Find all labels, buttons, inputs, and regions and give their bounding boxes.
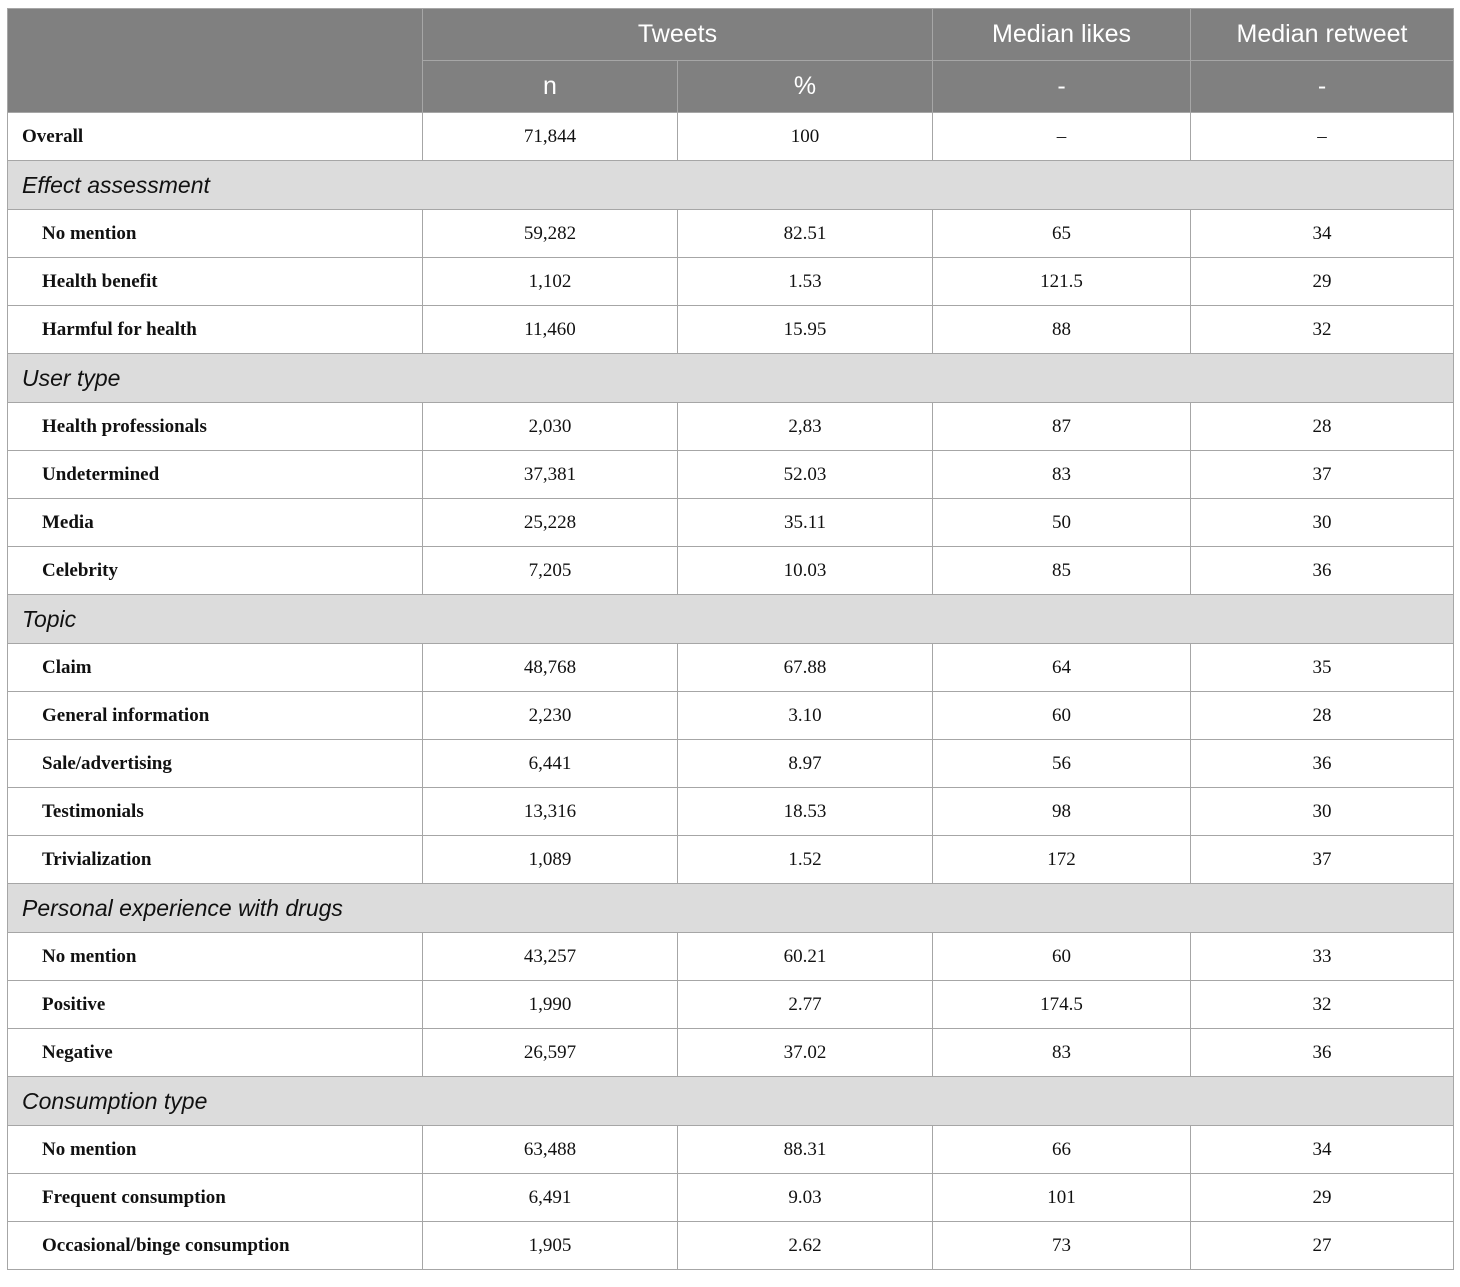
cell-median-retweet: 34 [1191, 1126, 1454, 1174]
table-row [8, 210, 1454, 258]
section-header-row [8, 884, 1454, 933]
cell-median-likes: 87 [933, 403, 1191, 451]
cell-median-likes: 98 [933, 788, 1191, 836]
cell-n: 1,905 [423, 1222, 678, 1270]
row-label: Media [8, 499, 423, 547]
cell-n: 2,030 [423, 403, 678, 451]
section-title: Topic [8, 595, 1454, 644]
table-row [8, 740, 1454, 788]
row-label: No mention [8, 210, 423, 258]
header-likes-sub: - [933, 61, 1191, 113]
cell-median-likes: 65 [933, 210, 1191, 258]
table-row [8, 644, 1454, 692]
cell-median-retweet: 36 [1191, 740, 1454, 788]
row-label: Harmful for health [8, 306, 423, 354]
section-header-row [8, 354, 1454, 403]
cell-pct: 52.03 [678, 451, 933, 499]
cell-pct: 82.51 [678, 210, 933, 258]
cell-median-likes: 60 [933, 692, 1191, 740]
cell-n: 6,491 [423, 1174, 678, 1222]
section-header-row [8, 1077, 1454, 1126]
row-label: Occasional/binge consumption [8, 1222, 423, 1270]
cell-n: 26,597 [423, 1029, 678, 1077]
cell-median-retweet: 37 [1191, 451, 1454, 499]
row-label: Claim [8, 644, 423, 692]
section-header-row [8, 161, 1454, 210]
cell-median-retweet: 30 [1191, 788, 1454, 836]
cell-median-retweet: 29 [1191, 258, 1454, 306]
section-title: User type [8, 354, 1454, 403]
cell-pct: 88.31 [678, 1126, 933, 1174]
cell-median-retweet: 32 [1191, 981, 1454, 1029]
table-header [8, 9, 1454, 113]
cell-pct: 2.62 [678, 1222, 933, 1270]
overall-retweets: – [1191, 113, 1454, 161]
cell-median-retweet: 32 [1191, 306, 1454, 354]
table-row [8, 1029, 1454, 1077]
cell-n: 48,768 [423, 644, 678, 692]
cell-pct: 3.10 [678, 692, 933, 740]
row-label: Sale/advertising [8, 740, 423, 788]
cell-n: 63,488 [423, 1126, 678, 1174]
header-percent: % [678, 61, 933, 113]
table-row [8, 933, 1454, 981]
row-label: Testimonials [8, 788, 423, 836]
cell-pct: 60.21 [678, 933, 933, 981]
overall-label: Overall [8, 113, 423, 161]
header-blank [8, 9, 423, 113]
cell-pct: 2,83 [678, 403, 933, 451]
cell-median-likes: 83 [933, 451, 1191, 499]
tweets-table-container [7, 8, 1453, 1270]
cell-median-retweet: 30 [1191, 499, 1454, 547]
cell-median-likes: 66 [933, 1126, 1191, 1174]
cell-median-retweet: 37 [1191, 836, 1454, 884]
table-row [8, 1174, 1454, 1222]
row-label: Health professionals [8, 403, 423, 451]
row-label: No mention [8, 933, 423, 981]
cell-median-likes: 172 [933, 836, 1191, 884]
cell-median-retweet: 27 [1191, 1222, 1454, 1270]
overall-n: 71,844 [423, 113, 678, 161]
cell-pct: 1.53 [678, 258, 933, 306]
table-row [8, 788, 1454, 836]
cell-median-retweet: 33 [1191, 933, 1454, 981]
cell-median-likes: 85 [933, 547, 1191, 595]
cell-median-likes: 83 [933, 1029, 1191, 1077]
row-label: Frequent consumption [8, 1174, 423, 1222]
cell-n: 6,441 [423, 740, 678, 788]
section-header-row [8, 595, 1454, 644]
header-tweets: Tweets [423, 9, 933, 61]
table-row [8, 547, 1454, 595]
table-row [8, 306, 1454, 354]
cell-pct: 35.11 [678, 499, 933, 547]
cell-median-retweet: 35 [1191, 644, 1454, 692]
row-label: No mention [8, 1126, 423, 1174]
row-label: Positive [8, 981, 423, 1029]
header-n: n [423, 61, 678, 113]
cell-median-retweet: 28 [1191, 403, 1454, 451]
section-title: Consumption type [8, 1077, 1454, 1126]
cell-n: 25,228 [423, 499, 678, 547]
section-title: Personal experience with drugs [8, 884, 1454, 933]
header-median-retweet: Median retweet [1191, 9, 1454, 61]
cell-median-retweet: 34 [1191, 210, 1454, 258]
table-row [8, 836, 1454, 884]
row-label: Health benefit [8, 258, 423, 306]
cell-pct: 1.52 [678, 836, 933, 884]
cell-median-retweet: 36 [1191, 547, 1454, 595]
cell-median-likes: 56 [933, 740, 1191, 788]
table-row [8, 258, 1454, 306]
table-row [8, 692, 1454, 740]
cell-pct: 8.97 [678, 740, 933, 788]
row-label: Negative [8, 1029, 423, 1077]
cell-median-likes: 174.5 [933, 981, 1191, 1029]
row-label: Celebrity [8, 547, 423, 595]
table-row [8, 1222, 1454, 1270]
cell-median-likes: 88 [933, 306, 1191, 354]
cell-median-likes: 50 [933, 499, 1191, 547]
cell-median-likes: 101 [933, 1174, 1191, 1222]
cell-pct: 2.77 [678, 981, 933, 1029]
cell-pct: 10.03 [678, 547, 933, 595]
cell-n: 11,460 [423, 306, 678, 354]
cell-pct: 67.88 [678, 644, 933, 692]
cell-median-likes: 60 [933, 933, 1191, 981]
cell-median-retweet: 28 [1191, 692, 1454, 740]
table-row [8, 981, 1454, 1029]
cell-n: 2,230 [423, 692, 678, 740]
cell-pct: 15.95 [678, 306, 933, 354]
cell-n: 37,381 [423, 451, 678, 499]
tweets-table [7, 8, 1454, 1270]
table-row [8, 451, 1454, 499]
cell-pct: 37.02 [678, 1029, 933, 1077]
table-body [8, 113, 1454, 1270]
cell-n: 1,102 [423, 258, 678, 306]
cell-n: 7,205 [423, 547, 678, 595]
cell-n: 13,316 [423, 788, 678, 836]
header-row-1 [8, 9, 1454, 61]
cell-n: 1,089 [423, 836, 678, 884]
table-row [8, 403, 1454, 451]
cell-pct: 18.53 [678, 788, 933, 836]
header-retweet-sub: - [1191, 61, 1454, 113]
table-row [8, 1126, 1454, 1174]
cell-n: 43,257 [423, 933, 678, 981]
table-row [8, 499, 1454, 547]
overall-likes: – [933, 113, 1191, 161]
cell-median-likes: 73 [933, 1222, 1191, 1270]
cell-median-retweet: 36 [1191, 1029, 1454, 1077]
cell-median-likes: 64 [933, 644, 1191, 692]
overall-pct: 100 [678, 113, 933, 161]
header-median-likes: Median likes [933, 9, 1191, 61]
cell-pct: 9.03 [678, 1174, 933, 1222]
overall-row [8, 113, 1454, 161]
cell-median-likes: 121.5 [933, 258, 1191, 306]
section-title: Effect assessment [8, 161, 1454, 210]
row-label: Trivialization [8, 836, 423, 884]
row-label: General information [8, 692, 423, 740]
cell-median-retweet: 29 [1191, 1174, 1454, 1222]
row-label: Undetermined [8, 451, 423, 499]
cell-n: 1,990 [423, 981, 678, 1029]
cell-n: 59,282 [423, 210, 678, 258]
